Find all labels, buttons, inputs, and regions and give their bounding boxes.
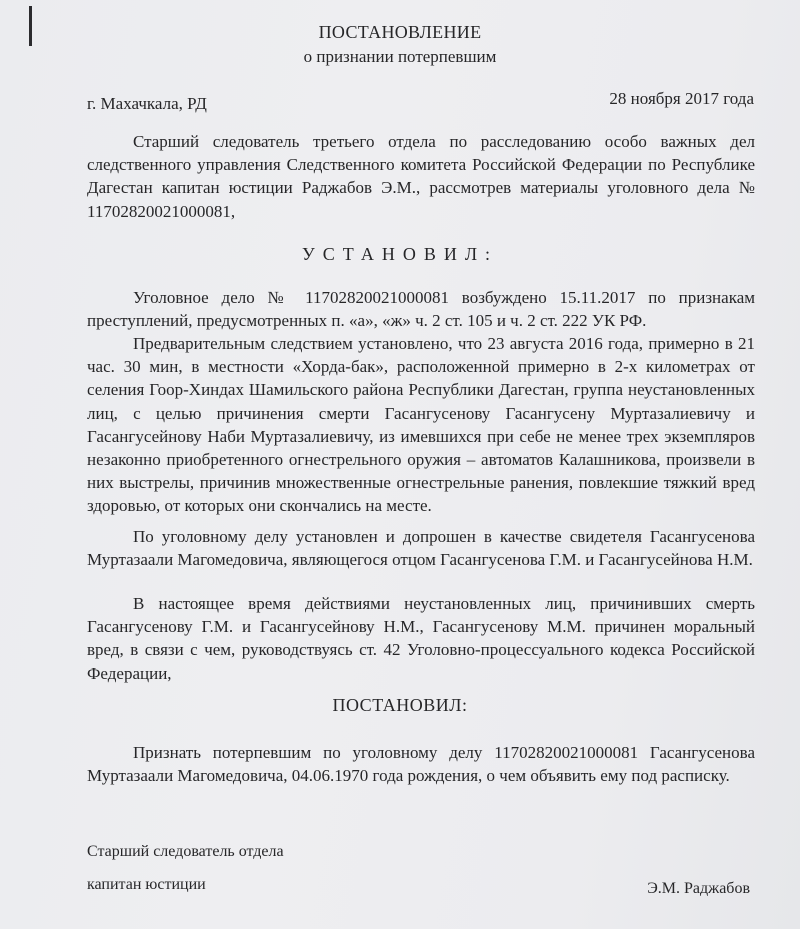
established-paragraph: По уголовному делу установлен и допрошен в качестве свидетеля Гасангусенова Муртазаали Магомедовича, являющегося отцом Гасангусенова Г.М. и Гасангусейнова Н.М.: [87, 527, 755, 570]
signature-name: Э.М. Раджабов: [647, 880, 750, 897]
document-subtitle: о признании потерпевшим: [303, 47, 497, 66]
signature-rank: капитан юстиции: [87, 876, 206, 893]
established-paragraph: Предварительным следствием установлено, что 23 августа 2016 года, примерно в 21 час. 30 мин, в местности «Хорда-бак», расположенной примерно в 2-х километрах от селения Гоор-Хиндах Шамильского района Республики Дагестан, группа неустановленных лиц, с целью причинения смерти Гасангусенову Гасангусену Муртазалиевичу и Гасангусейнову Наби Муртазалиевичу, из имевшихся при себе не менее трех экземпляров незаконно приобретенного огнестрельного оружия – автоматов Калашникова, произвели в них выстрелы, причинив множественные огнестрельные ранения, повлекшие тяжкий вред здоровью, от которых они скончались на месте.: [87, 334, 755, 516]
decided-heading: ПОСТАНОВИЛ:: [332, 695, 468, 715]
intro-paragraph: Старший следователь третьего отдела по расследованию особо важных дел следственного управления Следственного комитета Российской Федерации по Республике Дагестан капитан юстиции Раджабов Э.М., рассмотрев материалы уголовного дела № 11702820021000081,: [87, 132, 755, 221]
document-title: ПОСТАНОВЛЕНИЕ: [318, 22, 482, 42]
signature-position: Старший следователь отдела: [87, 843, 284, 860]
document-city: г. Махачкала, РД: [87, 94, 207, 113]
established-paragraph: В настоящее время действиями неустановленных лиц, причинивших смерть Гасангусенову Г.М. и Гасангусейнову Н.М., Гасангусенову М.М. причинен моральный вред, в связи с чем, руководствуясь ст. 42 Уголовно-процессуального кодекса Российской Федерации,: [87, 594, 755, 683]
established-paragraph: Уголовное дело № 11702820021000081 возбуждено 15.11.2017 по признакам преступлений, предусмотренных п. «а», «ж» ч. 2 ст. 105 и ч. 2 ст. 222 УК РФ.: [87, 288, 755, 331]
decision-paragraph: Признать потерпевшим по уголовному делу 11702820021000081 Гасангусенова Муртазаали Магомедовича, 04.06.1970 года рождения, о чем объявить ему под расписку.: [87, 743, 755, 786]
established-heading: УСТАНОВИЛ:: [301, 244, 499, 264]
document-date: 28 ноября 2017 года: [609, 89, 754, 108]
